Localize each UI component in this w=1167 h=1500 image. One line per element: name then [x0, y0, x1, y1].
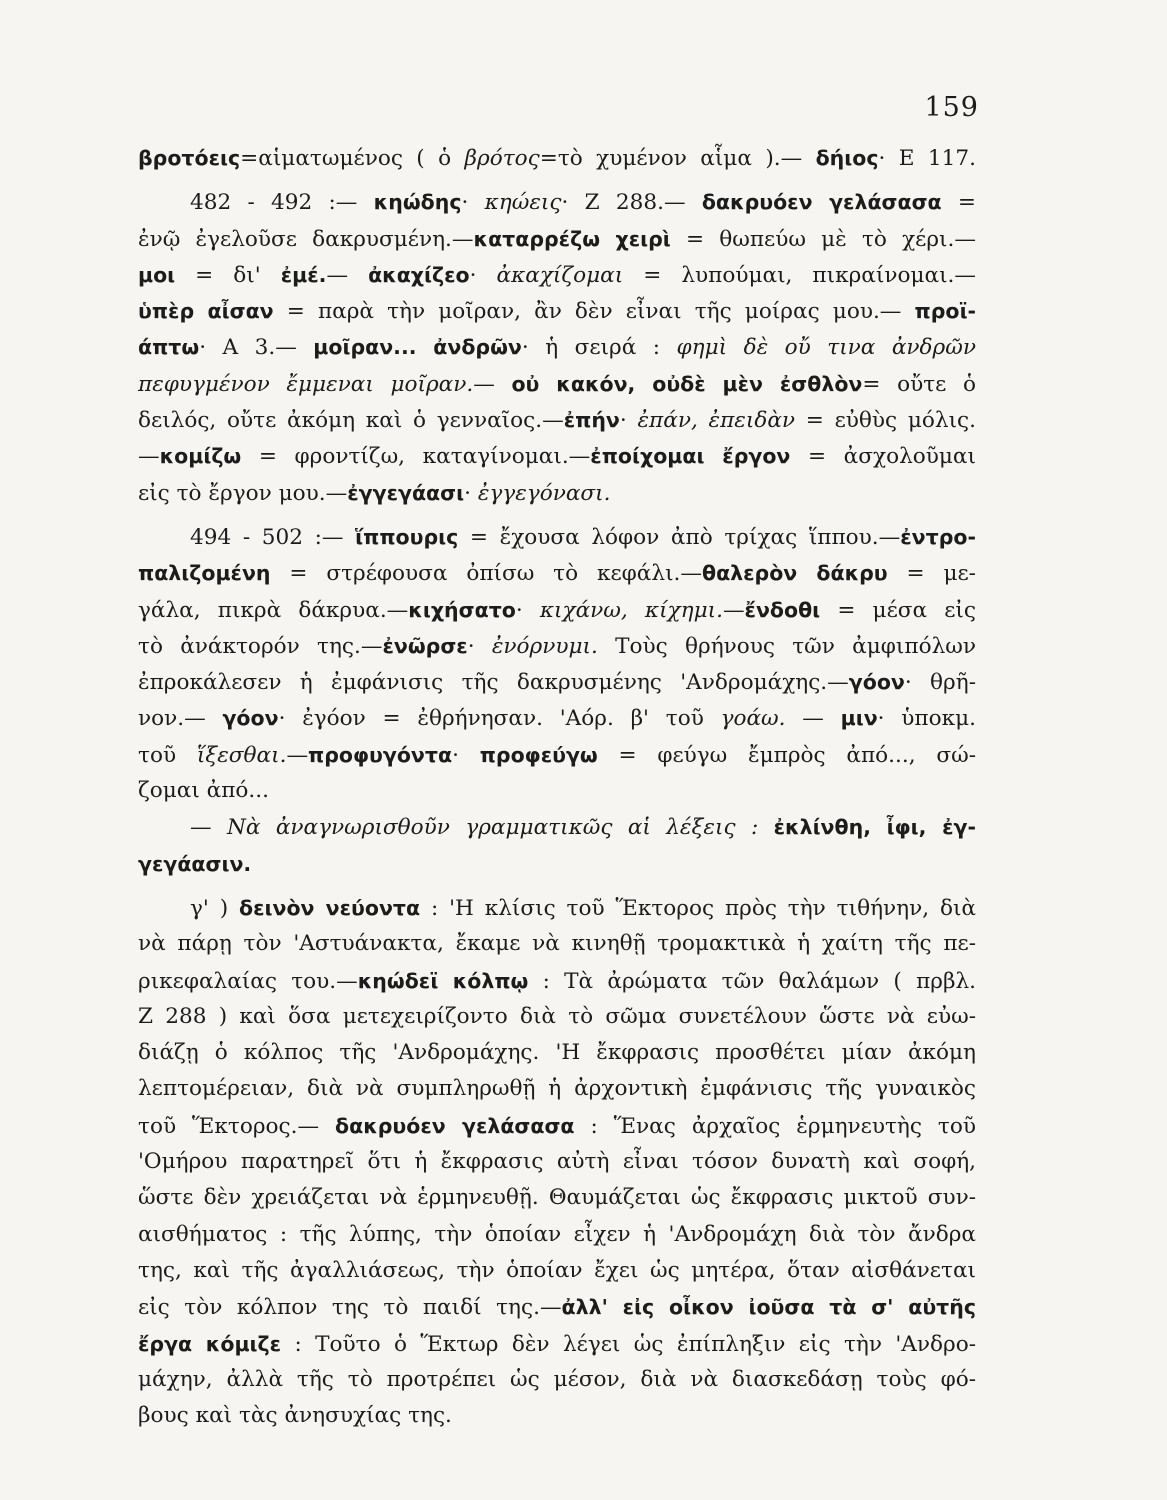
text-line: [138, 475, 976, 511]
bold-term: ὑπὲρ αἶσαν: [138, 299, 274, 324]
bold-term: γόον: [222, 706, 279, 731]
text-run: ζομαι ἀπό...: [138, 778, 270, 804]
bold-term: θαλερὸν δάκρυ: [702, 561, 888, 586]
text-run: γάλα, πικρὰ δάκρυα.—: [138, 597, 409, 623]
text-run: —: [722, 597, 745, 623]
bold-term: κομίζω: [159, 444, 242, 469]
text-line: [138, 1071, 976, 1107]
body-text: [138, 140, 976, 1434]
text-run: λεπτομέρειαν, διὰ νὰ συμπληρωθῇ ἡ ἀρχοντικὴ ἐμφάνισις τῆς γυναικὸς: [138, 1076, 976, 1102]
text-run: δειλός, οὔτε ἀκόμη καὶ ὁ γενναῖος.—: [138, 408, 564, 434]
text-line: [138, 890, 976, 926]
italic-term: πεφυγμένον ἔμμεναι μοῖραν.: [138, 371, 474, 397]
italic-term: ἵξεσθαι.: [196, 742, 287, 768]
bold-term: μοι: [138, 262, 176, 287]
text-run: της, καὶ τῆς ἀγαλλιάσεως, τὴν ὁποίαν ἔχει ὡς μητέρα, ὅταν αἰσθάνεται: [138, 1257, 976, 1283]
text-run: : Ἕνας ἀρχαῖος ἑρμηνευτὴς τοῦ: [574, 1113, 976, 1139]
bold-term: κηώδεϊ κόλπῳ: [357, 968, 529, 993]
bold-term: δήιος: [815, 146, 879, 170]
text-run: · Α 3.—: [199, 335, 314, 361]
text-run: νὰ πάρῃ τὸν 'Αστυάνακτα, ἔκαμε νὰ κινηθῇ τρομακτικὰ ἡ χαίτη τῆς πε-: [138, 931, 976, 957]
bold-term: ἐμέ.: [280, 262, 327, 287]
bold-term: ἐποίχομαι ἔργον: [590, 444, 791, 469]
text-run: —: [785, 706, 841, 732]
italic-term: κιχάνω, κίχημι.: [539, 597, 723, 623]
text-run: = ἔχουσα λόφον ἀπὸ τρίχας ἵππου.—: [458, 524, 901, 550]
text-run: = οὔτε ὁ: [862, 371, 976, 397]
text-run: ·: [515, 597, 540, 623]
text-line: [138, 963, 976, 999]
text-run: —: [286, 742, 309, 768]
text-line: [138, 700, 976, 736]
text-line: [138, 1108, 976, 1144]
text-run: ·: [469, 262, 497, 288]
paragraph-gap: [138, 176, 976, 184]
text-run: ἐπροκάλεσεν ἡ ἐμφάνισις τῆς δακρυσμένης 'Ανδρομάχης.—: [138, 670, 849, 696]
bold-term: άπτω: [138, 335, 200, 360]
text-run: Τοὺς θρήνους τῶν ἀμφιπόλων: [597, 633, 976, 659]
bold-term: ἀλλ' εἰς οἶκον ἰοῦσα τὰ σ' αὐτῆς: [561, 1295, 976, 1320]
paragraph-gap: [138, 882, 976, 890]
bold-term: καταρρέζω χειρὶ: [473, 226, 671, 251]
text-run: =αἱματωμένος ( ὁ: [240, 146, 465, 171]
text-run: ·: [619, 408, 638, 434]
text-run: τοῦ Ἕκτορος.—: [138, 1113, 336, 1139]
text-run: · Ε 117.: [878, 146, 976, 171]
text-run: = μέσα εἰς: [820, 597, 976, 623]
bold-term: δακρυόεν γελάσασα: [701, 190, 942, 215]
bold-term: ἐνῶρσε: [382, 633, 468, 658]
text-run: = παρὰ τὴν μοῖραν, ἂν δὲν εἶναι τῆς μοίρας μου.—: [273, 299, 915, 325]
bold-term: μιν: [840, 706, 878, 731]
text-line: [138, 999, 976, 1035]
text-line: [138, 184, 976, 220]
bold-term: ἀκαχίζεο: [368, 262, 470, 287]
bold-term: προϊ-: [914, 299, 976, 324]
text-line: [138, 1035, 976, 1071]
bold-term: οὐ κακόν, οὐδὲ μὲν ἐσθλὸν: [511, 371, 863, 396]
text-run: 482 - 492 :—: [190, 190, 374, 216]
text-run: νον.—: [138, 706, 223, 732]
text-run: ·: [452, 742, 480, 768]
text-line: [138, 628, 976, 664]
text-run: = στρέφουσα ὀπίσω τὸ κεφάλι.—: [270, 561, 702, 587]
text-line: [138, 1180, 976, 1216]
text-run: μάχην, ἀλλὰ τῆς τὸ προτρέπει ὡς μέσον, διὰ νὰ διασκεδάσῃ τοὺς φό-: [138, 1366, 976, 1392]
bold-term: μοῖραν... ἀνδρῶν: [313, 335, 522, 360]
bold-term: ἐπήν: [563, 408, 620, 433]
text-run: ἐνῷ ἐγελοῦσε δακρυσμένη.—: [138, 226, 474, 252]
bold-term: ἐγγεγάασι: [347, 480, 465, 505]
italic-term: ἐγγεγόνασι.: [477, 480, 611, 506]
text-line: [138, 1362, 976, 1398]
bold-term: ἐκλίνθη, ἶφι, ἐγ-: [773, 815, 976, 840]
text-run: 494 - 502 :—: [190, 524, 356, 550]
text-line: [138, 329, 976, 365]
text-line: [138, 1217, 976, 1253]
text-run: = φεύγω ἔμπρὸς ἀπό..., σώ-: [597, 742, 976, 768]
text-line: [138, 1326, 976, 1362]
text-line: [138, 555, 976, 591]
bold-term: κιχήσατο: [408, 597, 516, 622]
bold-term: προφυγόντα: [308, 742, 453, 767]
text-run: ·: [464, 480, 478, 506]
bold-term: γόον: [848, 670, 905, 695]
text-run: 'Ομήρου παρατηρεῖ ὅτι ἡ ἔκφρασις αὐτὴ εἶναι τόσον δυνατὴ καὶ σοφή,: [138, 1149, 976, 1175]
text-line: [138, 1144, 976, 1180]
text-line: [138, 664, 976, 700]
text-line: [138, 257, 976, 293]
text-run: αισθήματος : τῆς λύπης, τὴν ὁποίαν εἶχεν ἡ 'Ανδρομάχη διὰ τὸν ἄνδρα: [138, 1221, 976, 1247]
text-run: = ἀσχολοῦμαι: [790, 444, 976, 470]
bold-term: γεγάασιν.: [138, 851, 252, 876]
text-run: · ὑποκμ.: [877, 706, 976, 732]
text-run: τοῦ: [138, 742, 197, 768]
text-line: [138, 1398, 976, 1434]
text-run: · Ζ 288.—: [561, 190, 702, 216]
text-run: · ἡ σειρά :: [521, 335, 677, 361]
text-run: γ' ): [190, 895, 240, 921]
italic-term: — Νὰ ἀναγνωρισθοῦν γραμματικῶς αἱ λέξεις :: [190, 815, 759, 841]
text-line: [138, 737, 976, 773]
text-run: εἰς τὸ ἔργον μου.—: [138, 480, 348, 506]
bold-term: βροτόεις: [138, 146, 241, 170]
text-run: —: [138, 444, 160, 470]
text-run: εἰς τὸν κόλπον της τὸ παιδί της.—: [138, 1295, 562, 1321]
italic-term: βρότος: [464, 146, 540, 171]
text-run: ·: [461, 190, 485, 216]
italic-term: ἀκαχίζομαι: [496, 262, 624, 288]
text-line: [138, 402, 976, 438]
bold-term: κηώδης: [373, 190, 462, 215]
text-line: [138, 846, 976, 882]
italic-term: ἐπάν, ἐπειδὰν: [637, 408, 796, 434]
text-line: [138, 773, 976, 809]
text-run: = εὐθὺς μόλις.: [795, 408, 976, 434]
text-line: [138, 1289, 976, 1325]
text-run: διάζῃ ὁ κόλπος τῆς 'Ανδρομάχης. 'Η ἔκφρασις προσθέτει μίαν ἀκόμη: [138, 1040, 976, 1066]
bold-term: ἔνδοθι: [744, 597, 821, 622]
text-run: · ἐγόον = ἐθρήνησαν. 'Αόρ. β' τοῦ: [278, 706, 721, 732]
text-run: βους καὶ τὰς ἀνησυχίας της.: [138, 1403, 452, 1429]
text-line: [138, 592, 976, 628]
bold-term: ἵππουρις: [355, 524, 459, 549]
bold-term: δεινὸν νεύοντα: [239, 895, 421, 920]
text-run: · θρῆ-: [904, 670, 976, 696]
italic-term: ἐνόρνυμι.: [491, 633, 598, 659]
text-run: —: [326, 262, 369, 288]
text-line: [138, 221, 976, 257]
text-run: = φροντίζω, καταγίνομαι.—: [241, 444, 591, 470]
text-run: =: [941, 190, 976, 216]
text-line: [138, 926, 976, 962]
text-run: : Τοῦτο ὁ Ἕκτωρ δὲν λέγει ὡς ἐπίπληξιν εἰς τὴν 'Ανδρο-: [281, 1331, 976, 1357]
text-run: = θωπεύω μὲ τὸ χέρι.—: [670, 226, 976, 252]
italic-term: γοάω.: [720, 706, 786, 732]
bold-term: παλιζομένη: [138, 561, 271, 586]
text-line: [138, 366, 976, 402]
page-number: 159: [924, 92, 979, 123]
italic-term: φημὶ δὲ οὔ τινα ἀνδρῶν: [676, 335, 976, 361]
bold-term: δακρυόεν γελάσασα: [335, 1113, 575, 1138]
text-run: —: [473, 371, 512, 397]
text-line: [138, 809, 976, 845]
text-line: [138, 140, 976, 176]
text-run: : 'Η κλίσις τοῦ Ἕκτορος πρὸς τὴν τιθήνην, διὰ: [420, 895, 976, 921]
text-run: [758, 815, 773, 840]
text-run: ·: [467, 633, 492, 659]
text-line: [138, 1253, 976, 1289]
text-run: = με-: [887, 561, 976, 587]
text-run: ὥστε δὲν χρειάζεται νὰ ἑρμηνευθῇ. Θαυμάζεται ὡς ἔκφρασις μικτοῦ συν-: [138, 1185, 976, 1211]
text-run: Ζ 288 ) καὶ ὅσα μετεχειρίζοντο διὰ τὸ σῶμα συνετέλουν ὥστε νὰ εὐω-: [138, 1003, 976, 1029]
text-run: = λυπούμαι, πικραίνομαι.—: [623, 262, 976, 288]
paragraph-gap: [138, 511, 976, 519]
bold-term: προφεύγω: [479, 742, 598, 767]
text-run: τὸ ἀνάκτορόν της.—: [138, 633, 383, 659]
text-line: [138, 519, 976, 555]
text-run: : Τὰ ἀρώματα τῶν θαλάμων ( πρβλ.: [528, 968, 977, 994]
bold-term: ἔργα κόμιζε: [138, 1331, 282, 1356]
text-line: [138, 293, 976, 329]
text-run: =τὸ χυμένον αἷμα ).—: [539, 146, 816, 171]
text-run: = δι': [175, 262, 281, 288]
text-run: ρικεφαλαίας του.—: [138, 968, 358, 994]
italic-term: κηώεις: [484, 190, 562, 216]
text-line: [138, 438, 976, 474]
bold-term: ἐντρο-: [900, 524, 976, 549]
